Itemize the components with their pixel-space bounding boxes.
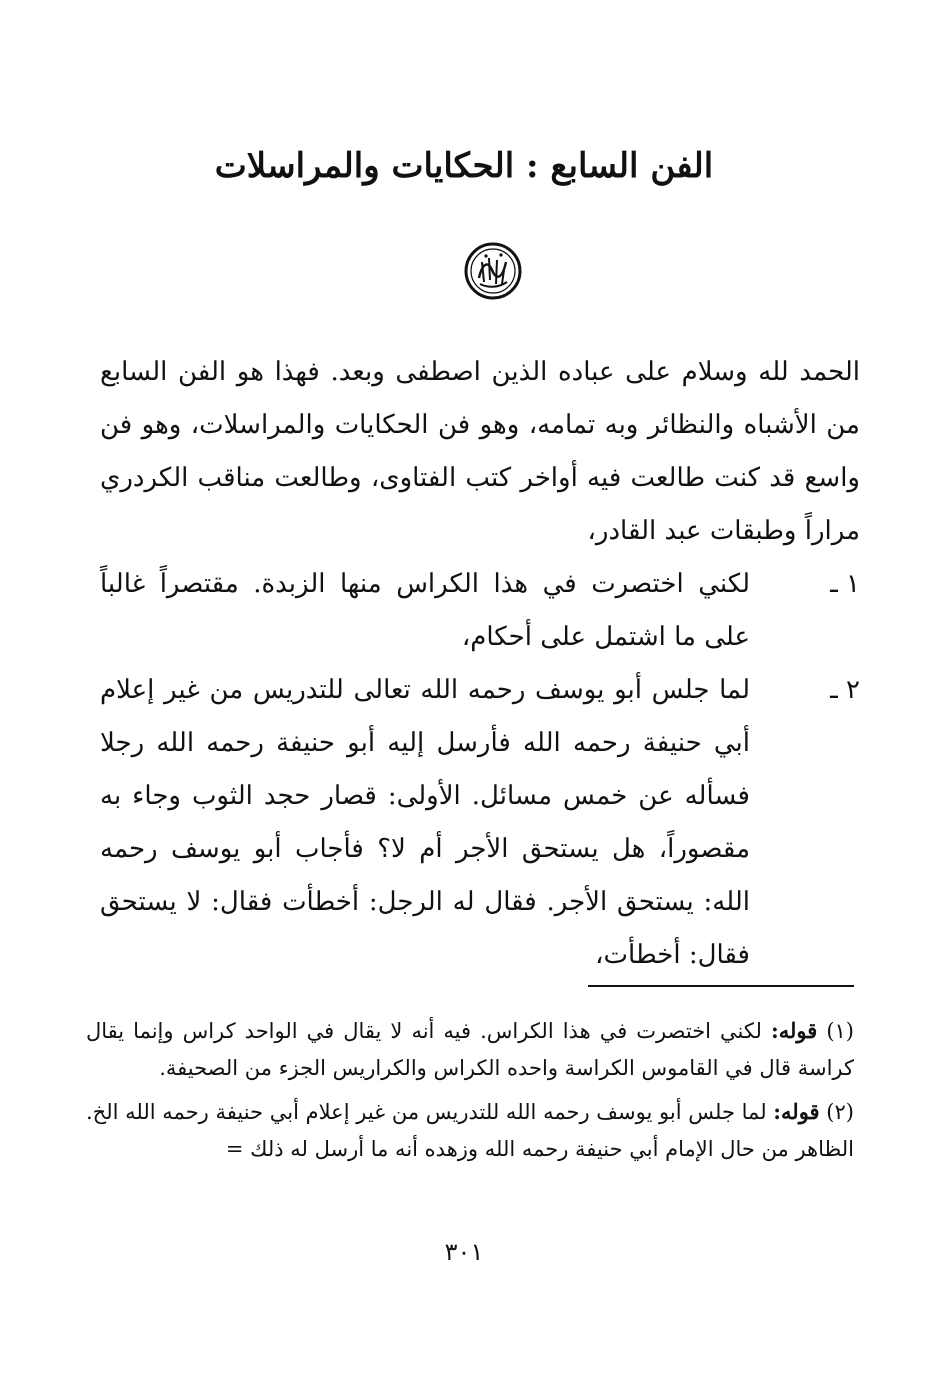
footnote-keyword: قوله: (770, 1018, 818, 1043)
list-item (100, 558, 860, 664)
item-number: ١ ـ (830, 569, 860, 599)
main-text (100, 346, 860, 982)
footnotes (86, 1012, 854, 1174)
footnote-marker: (٢) (826, 1100, 854, 1124)
item-number: ٢ ـ (830, 675, 860, 705)
list-item (100, 664, 860, 982)
footnote-keyword: قوله: (773, 1099, 820, 1124)
item-text: لكني اختصرت في هذا الكراس منها الزبدة. مقتصراً غالباً على ما اشتمل على أحكام، (100, 569, 750, 652)
page-number: ٣٠١ (444, 1238, 484, 1266)
footnote-text: لكني اختصرت في هذا الكراس. فيه أنه لا يقال في الواحد كراس وإنما يقال كراسة قال في القاموس الكراسة واحده الكراس والكراريس الجزء من الصحيفة. (86, 1019, 854, 1080)
footnote-marker: (١) (826, 1019, 854, 1043)
intro-paragraph: الحمد لله وسلام على عباده الذين اصطفى وبعد. فهذا هو الفن السابع من الأشباه والنظائر وبه تمامه، وهو فن الحكايات والمراسلات، وهو فن واسع قد كنت طالعت فيه أواخر كتب الفتاوى، وطالعت مناقب الكردري مراراً وطبقات عبد القادر، (100, 357, 860, 546)
footnote-separator (588, 985, 854, 987)
chapter-title: الفن السابع : الحكايات والمراسلات (214, 146, 714, 186)
footnote (86, 1093, 854, 1168)
footnote (86, 1012, 854, 1087)
footnote-text: لما جلس أبو يوسف رحمه الله للتدريس من غير إعلام أبي حنيفة رحمه الله الخ. الظاهر من حال الإمام أبي حنيفة رحمه الله وزهده أنه ما أرسل له ذلك = (86, 1100, 854, 1161)
calligraphy-seal-icon (462, 240, 524, 302)
item-text: لما جلس أبو يوسف رحمه الله تعالى للتدريس من غير إعلام أبي حنيفة رحمه الله فأرسل إليه أبو حنيفة رحمه الله رجلا فسأله عن خمس مسائل. الأولى: قصار حجد الثوب وجاء به مقصوراً، هل يستحق الأجر أم لا؟ فأجاب أبو يوسف رحمه الله: يستحق الأجر. فقال له الرجل: أخطأت فقال: لا يستحق فقال: أخطأت، (100, 675, 750, 970)
